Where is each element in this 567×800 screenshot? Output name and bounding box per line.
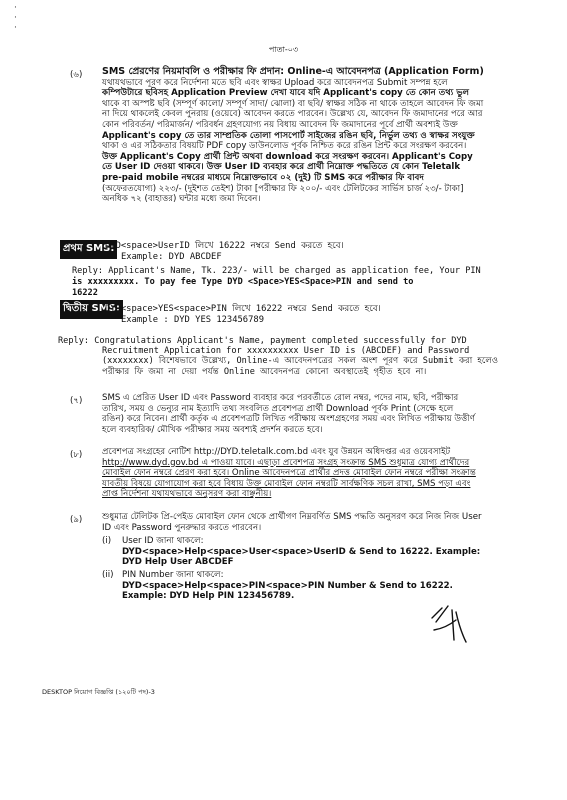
section-7-line: হলে ব্যবহারিক/ মৌখিক পরীক্ষার সময় অবশ্যই প্রদর্শন করতে হবে।	[102, 424, 323, 435]
second-sms-instruction: DYD<space>YES<space>PIN লিখে 16222 নম্বরে Send করতে হবে।	[105, 304, 381, 314]
item-number: (i)	[102, 536, 112, 547]
section-8-line: মোবাইল ফোন নম্বরে প্রেরণ করা হবে। Online আবেদনপত্রে প্রার্থীর প্রদত্ত মোবাইল ফোন নম্বরে পরীক্ষা সংক্রান্ত	[102, 468, 476, 479]
item-title: PIN Number জানা থাকলে:	[122, 569, 224, 580]
section-6-line: অনধিক ৭২ (বাহাত্তর) ঘন্টার মধ্যে জমা দিবেন।	[102, 194, 261, 205]
item-line: DYD<space>Help<space>User<space>UserID & Send to 16222. Example:	[122, 546, 481, 557]
section-6-line: থাকে বা অস্পষ্ট ছবি (সম্পূর্ণ কালো/ সম্পূর্ণ সাদা/ ঝোলা) বা ছবি/ স্বাক্ষর সঠিক না থাকে তাহলে আবেদন ফি জমা	[102, 98, 484, 109]
section-8-line: প্রবেশপত্র সংগ্রহের নোটিশ http://DYD.teletalk.com.bd এবং যুব উন্নয়ন অধিদপ্তর এর ওয়েবসাইট	[102, 447, 451, 457]
item-number: (ii)	[102, 569, 114, 580]
first-sms-reply-line: 16222	[72, 288, 98, 298]
item-title: User ID জানা থাকলে:	[122, 536, 204, 547]
section-6-line: কোন পরিবর্তন/ পরিমার্জন/ পরিবর্ধন গ্রহণযোগ্য নয় বিধায় আবেদন ফি জমাদানের পূর্বে প্রার্থী অবশ্যই উক্ত	[102, 119, 458, 130]
payment-reply-line: পরীক্ষার ফি জমা না দেয়া পর্যন্ত Online আবেদনপত্র কোনো অবস্থাতেই গৃহীত হবে না।	[102, 366, 427, 377]
recover-userid-item	[102, 536, 544, 568]
section-8-line: http://www.dyd.gov.bd এ পাওয়া যাবে। এছাড়া প্রবেশপত্র সংগ্রহ সংক্রান্ত SMS শুধুমাত্র যোগ্য প্রার্থীদের	[102, 457, 470, 468]
section-8-line: প্রাপ্ত নির্দেশনা যথাযথভাবে অনুসরণ করা বাঞ্ছনীয়।	[102, 489, 272, 500]
section-6-marker: (৬)	[70, 70, 83, 80]
section-6-line: কম্পিউটারে ছবিসহ Application Preview দেখা যাবে যদি Applicant's copy তে কোন তথ্য ভুল	[102, 88, 470, 99]
payment-reply-line: Recruitment Application for xxxxxxxxxx User ID is (ABCDEF) and Password	[102, 346, 470, 357]
payment-reply-line: (xxxxxxxx) বিশেষভাবে উল্লেখ্য, Online-এ আবেদনপত্রের সকল অংশ পূরণ করে Submit করা হলেও	[102, 356, 499, 367]
section-6-line: থাকা ও এর সঠিকতার বিষয়টি PDF copy ডাউনলোড পূর্বক নিশ্চিত করে রঙিন প্রিন্ট করে সংরক্ষণ করবেন।	[102, 141, 467, 152]
section-8-marker: (৮)	[70, 450, 83, 460]
payment-reply	[58, 336, 520, 377]
corner-mark: · · ·	[14, 3, 17, 33]
page-number: পাতা-০৩	[268, 45, 299, 54]
second-sms-label: দ্বিতীয় SMS:	[60, 300, 123, 319]
first-sms-example: Example: DYD ABCDEF	[121, 251, 222, 262]
section-9	[66, 512, 544, 602]
first-sms-reply	[72, 266, 542, 299]
footer-note: DESKTOP নিয়োগ বিজ্ঞপ্তি (১২০টি পদ)-3	[42, 688, 155, 696]
first-sms-reply-line: Reply: Applicant's Name, Tk. 223/- will be charged as application fee, Your PIN	[72, 266, 481, 276]
item-line: DYD<space>Help<space>PIN<space>PIN Number & Send to 16222.	[122, 580, 453, 591]
second-sms	[105, 304, 545, 325]
section-7-line: তারিখ, সময় ও ভেন্যুর নাম ইত্যাদি তথ্য সংবলিত প্রবেশপত্র প্রার্থী Download পূর্বক Print (সেক্ষে হলে	[102, 403, 454, 414]
section-7-marker: (৭)	[70, 396, 83, 406]
section-7-line: SMS এ প্রেরিত User ID এবং Password ব্যবহার করে পরবর্তীতে রোল নম্বর, পদের নাম, ছবি, পরীক্ষার	[102, 393, 459, 403]
second-sms-example: Example : DYD YES 123456789	[121, 314, 264, 325]
section-6	[66, 67, 544, 205]
first-sms-label: প্রথম SMS:	[60, 240, 117, 259]
section-8-line: যাবতীয় বিষয়ে যোগাযোগ করা হবে বিধায় উক্ত মোবাইল ফোন নম্বরটি সার্বক্ষণিক সচল রাখা, SMS পড়া এবং	[102, 478, 471, 489]
section-6-line: (অফেরতযোগ্য) ২২৩/- (দুইশত তেইশ) টাকা [পরীক্ষার ফি ২০০/- এবং টেলিটকের সার্ভিস চার্জ ২৩/- টাকা]	[102, 183, 464, 194]
first-sms-instruction: DYD<space>UserID লিখে 16222 নম্বরে Send করতে হবে।	[105, 241, 344, 251]
section-6-line: তে User ID দেওয়া থাকবে। উক্ত User ID ব্যবহার করে প্রার্থী নিম্নোক্ত পদ্ধতিতে যে কোন Teletalk	[102, 162, 461, 173]
section-6-line: pre-paid mobile নম্বরের মাধ্যমে নিম্নোক্তভাবে ০২ (দুই) টি SMS করে পরীক্ষার ফি বাবদ	[102, 172, 424, 183]
item-line: DYD Help User ABCDEF	[122, 557, 234, 568]
signature-image	[426, 600, 474, 650]
section-9-marker: (৯)	[70, 515, 83, 525]
section-9-line: শুধুমাত্র টেলিটক প্রি-পেইড মোবাইল ফোন থেকে প্রার্থীগণ নিম্নবর্ণিত SMS পদ্ধতি অনুসরণ করে নিজ নিজ User	[102, 512, 482, 522]
section-6-line: উক্ত Applicant's Copy প্রার্থী প্রিন্ট অথবা download করে সংরক্ষণ করবেন। Applicant's Copy	[102, 151, 473, 162]
section-7	[66, 393, 544, 435]
item-line: Example: DYD Help PIN 123456789.	[122, 591, 295, 602]
section-7-line: রঙিন) করে নিবেন। প্রার্থী কর্তৃক এ প্রবেশপত্রটি লিখিত পরীক্ষায় অংশগ্রহণের সময় এবং লিখিত পরীক্ষায় উত্তীর্ণ	[102, 414, 475, 425]
section-6-line: যথাযথভাবে পূরণ করে নির্দেশনা মতে ছবি এবং স্বাক্ষর Upload করে আবেদনপত্র Submit সম্পন্ন হলে	[102, 77, 448, 88]
section-6-line: না দিয়ে থাকলেই কেবল পুনরায় (ওয়েবে) আবেদন করতে পারবেন। উল্লেখ্য যে, আবেদন ফি জমাদানের পরে আর	[102, 109, 483, 120]
section-9-line: ID এবং Password পুনরুদ্ধার করতে পারবেন।	[102, 522, 262, 533]
first-sms	[105, 241, 545, 262]
section-8	[66, 447, 544, 500]
first-sms-reply-line: is xxxxxxxxx. To pay fee Type DYD <Space>YES<Space>PIN and send to	[72, 277, 414, 287]
section-6-line: SMS প্রেরণের নিয়মাবলি ও পরীক্ষার ফি প্রদান: Online-এ আবেদনপত্র (Application Form)	[102, 66, 484, 77]
payment-reply-line: Reply: Congratulations Applicant's Name, payment completed successfully for DYD	[58, 336, 467, 346]
recover-pin-item	[102, 570, 544, 602]
section-6-line: Applicant's copy তে তার সাম্প্রতিক তোলা পাসপোর্ট সাইজের রঙিন ছবি, নির্ভুল তথ্য ও স্বাক্ষর সংযুক্ত	[102, 130, 475, 141]
